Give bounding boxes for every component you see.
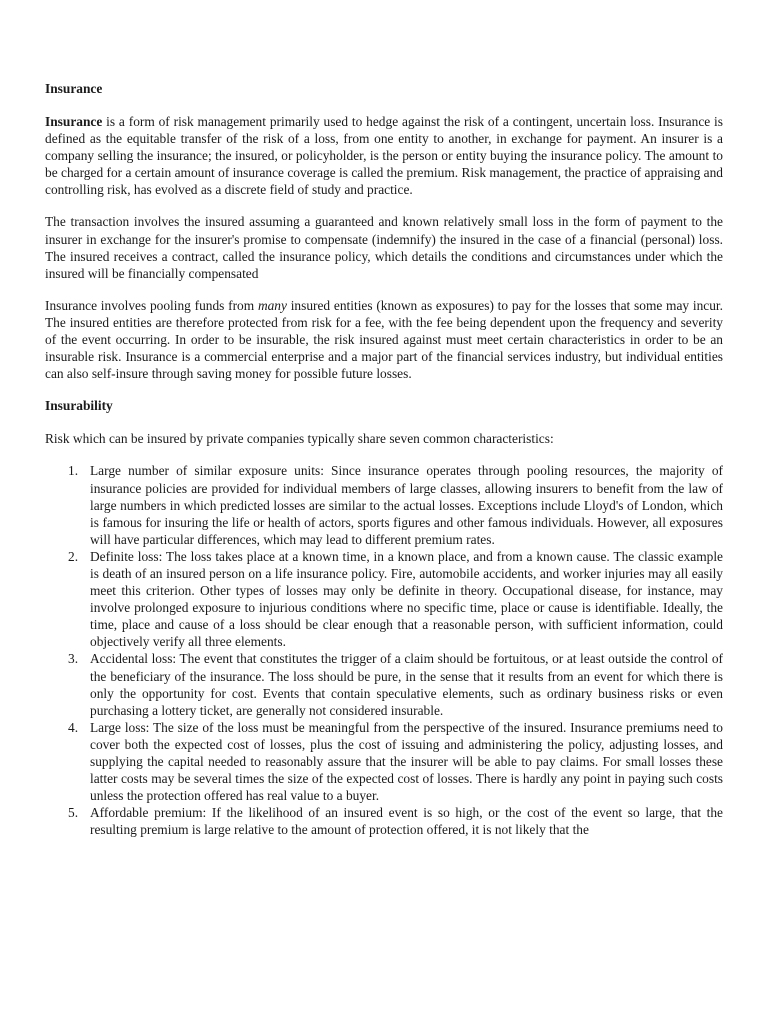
pooling-emphasis: many bbox=[257, 297, 287, 313]
intro-text: is a form of risk management primarily used to hedge against the risk of a contingent, uncertain loss. Insurance is defined as the equitable transfer of the risk of a loss, from one entity to another, in exchange for payment. An insurer is a company selling the insurance; the insured, or policyholder, is the person or entity buying the insurance policy. The amount to be charged for a certain amount of insurance coverage is called the premium. Risk management, the practice of appraising and controlling risk, has evolved as a discrete field of study and practice. bbox=[45, 114, 723, 198]
pooling-text-after: insured entities (known as exposures) to pay for the losses that some may incur. The insured entities are therefore protected from risk for a fee, with the fee being dependent upon the frequency and severity of the event occurring. In order to be insurable, the risk insured against must meet certain characteristics in order to be an insurable risk. Insurance is a commercial enterprise and a major part of the financial services industry, but individual entities can also self-insure through saving money for possible future losses. bbox=[45, 297, 723, 382]
characteristics-list bbox=[45, 462, 723, 838]
paragraph-transaction: The transaction involves the insured assuming a guaranteed and known relatively small loss in the form of payment to the insurer in exchange for the insurer's promise to compensate (indemnify) the insured in the case of a financial (personal) loss. The insured receives a contract, called the insurance policy, which details the conditions and circumstances under which the insured will be financially compensated bbox=[45, 214, 723, 281]
list-item-text: Affordable premium: If the likelihood of an insured event is so high, or the cost of the event so large, that the resulting premium is large relative to the amount of protection offered, it is not likely that the bbox=[90, 805, 723, 838]
list-item-text: Definite loss: The loss takes place at a known time, in a known place, and from a known cause. The classic example is death of an insured person on a life insurance policy. Fire, automobile accidents, and worker injuries may all easily meet this criterion. Other types of losses may only be definite in theory. Occupational disease, for instance, may involve prolonged exposure to injurious conditions where no specific time, place or cause is identifiable. Ideally, the time, place and cause of a loss should be clear enough that a reasonable person, with sufficient information, could objectively verify all three elements. bbox=[90, 548, 723, 650]
paragraph-pooling bbox=[45, 297, 723, 382]
list-item-number: 5. bbox=[68, 805, 79, 821]
paragraph-intro bbox=[45, 113, 723, 198]
list-item-number: 2. bbox=[68, 548, 79, 564]
list-item-text: Large loss: The size of the loss must be meaningful from the perspective of the insured. Insurance premiums need to cover both the expected cost of losses, plus the cost of issuing and administering the policy, adjusting losses, and supplying the capital needed to reasonably assure that the insurer will be able to pay claims. For small losses these latter costs may be several times the size of the expected cost of losses. There is hardly any point in paying such costs unless the protection offered has real value to a buyer. bbox=[90, 719, 723, 804]
list-item bbox=[68, 650, 723, 718]
pooling-text-before: Insurance involves pooling funds from bbox=[45, 297, 258, 313]
list-item-text: Large number of similar exposure units: Since insurance operates through pooling resources, the majority of insurance policies are provided for individual members of large classes, allowing insurers to benefit from the law of large numbers in which predicted losses are similar to the actual losses. Exceptions include Lloyd's of London, which is famous for insuring the life or health of actors, sports figures and other famous individuals. However, all exposures will have particular differences, which may lead to different premium rates. bbox=[90, 463, 723, 547]
heading-insurability: Insurability bbox=[45, 398, 113, 414]
list-item bbox=[68, 804, 723, 838]
list-item-number: 1. bbox=[68, 463, 79, 479]
heading-insurance: Insurance bbox=[45, 81, 103, 96]
list-item-text: Accidental loss: The event that constitutes the trigger of a claim should be fortuitous, or at least outside the control of the beneficiary of the insurance. The loss should be pure, in the sense that it results from an event for which there is only the opportunity for cost. Events that contain speculative elements, such as ordinary business risks or even purchasing a lottery ticket, are generally not considered insurable. bbox=[90, 651, 723, 718]
intro-bold-term: Insurance bbox=[45, 114, 103, 129]
paragraph-insurability-intro: Risk which can be insured by private companies typically share seven common characteristics: bbox=[45, 431, 554, 447]
list-item-number: 3. bbox=[68, 651, 79, 667]
list-item bbox=[68, 462, 723, 547]
list-item-number: 4. bbox=[68, 719, 79, 735]
list-item bbox=[68, 719, 723, 804]
list-item bbox=[68, 548, 723, 651]
